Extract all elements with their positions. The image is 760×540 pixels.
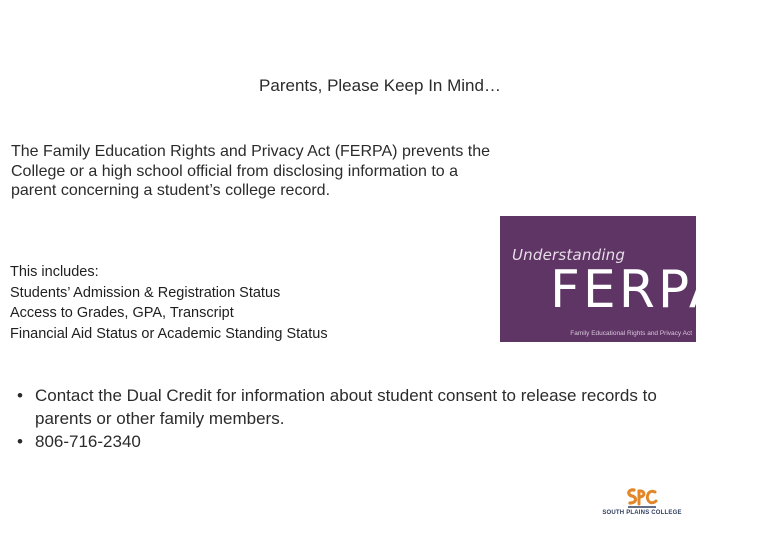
- phone-number: 806-716-2340: [35, 432, 141, 451]
- bullet-icon: •: [17, 432, 23, 451]
- understanding-ferpa-image: [500, 216, 728, 342]
- ferpa-image-small-text: Understanding: [512, 246, 626, 264]
- includes-heading: This includes:: [10, 264, 99, 280]
- bullet-icon: •: [17, 386, 23, 405]
- ferpa-image-subtitle: Family Educational Rights and Privacy Act: [570, 330, 692, 337]
- includes-item: Access to Grades, GPA, Transcript: [10, 305, 234, 321]
- includes-item: Students’ Admission & Registration Status: [10, 284, 281, 301]
- bullet-text: Contact the Dual Credit for information about student consent to release records to parents or other family members.: [35, 386, 657, 428]
- spc-monogram-icon: [624, 486, 660, 510]
- ferpa-intro-paragraph: The Family Education Rights and Privacy Act (FERPA) prevents the College or a high school official from disclosing information to a parent concerning a student’s college record.: [11, 143, 491, 199]
- south-plains-college-logo: [588, 486, 696, 520]
- includes-list: [10, 262, 490, 344]
- includes-item: Financial Aid Status or Academic Standing Status: [10, 325, 328, 342]
- logo-text: SOUTH PLAINS COLLEGE: [602, 510, 682, 516]
- ferpa-image-big-text: FERPA: [550, 260, 728, 320]
- slide-title: Parents, Please Keep In Mind…: [259, 76, 501, 95]
- bullet-item: [17, 384, 697, 430]
- contact-bullets: [17, 384, 697, 453]
- bullet-item: [17, 430, 697, 453]
